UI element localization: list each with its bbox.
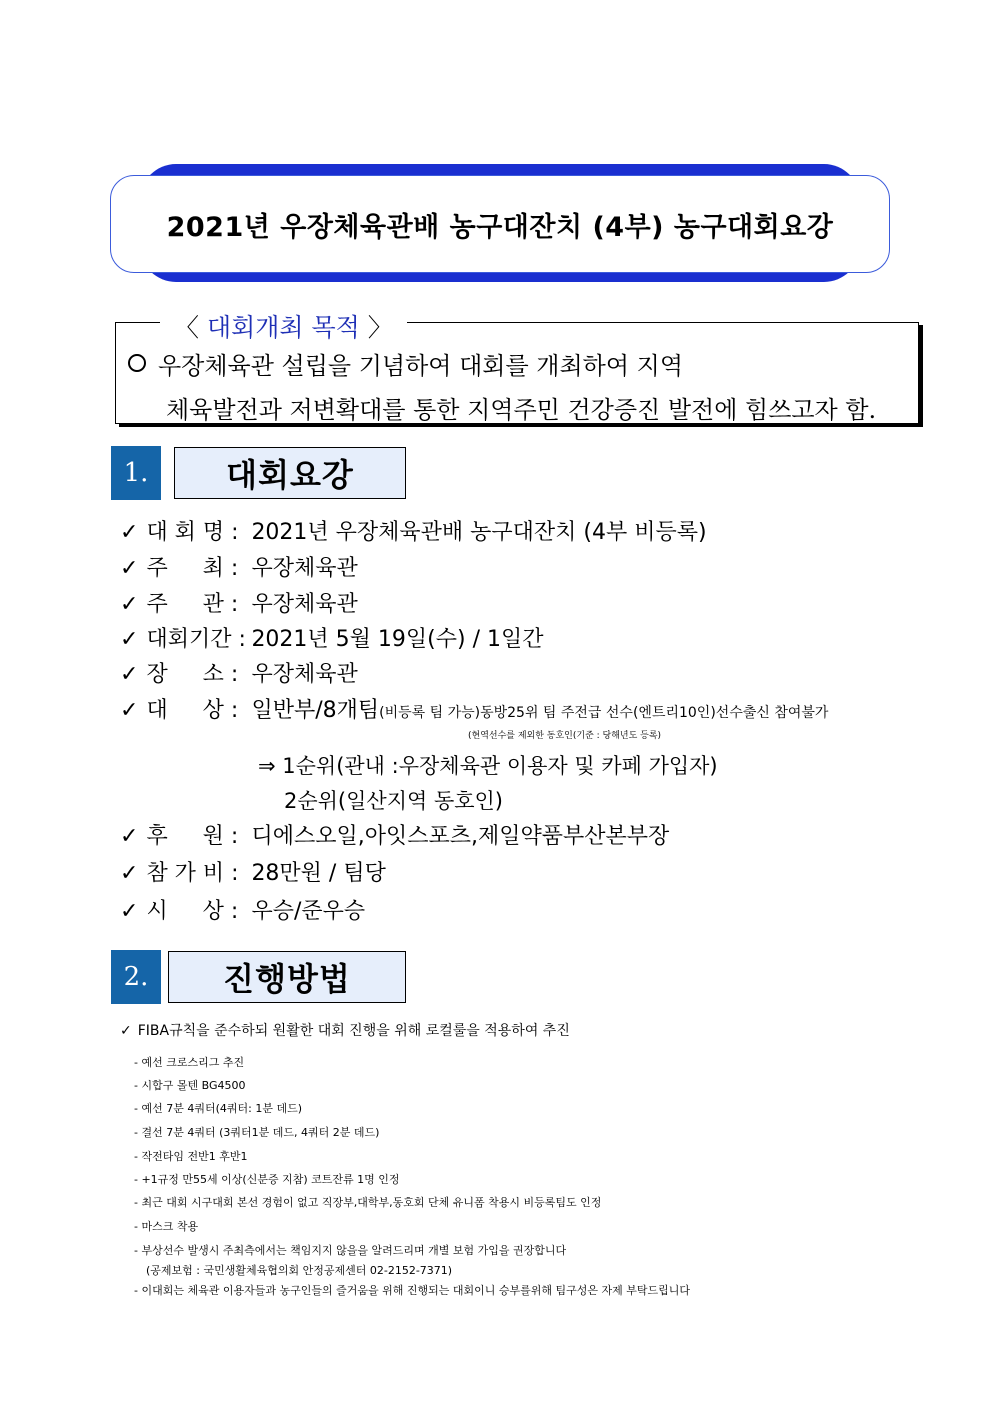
info-row-sponsor (120, 819, 669, 850)
check-icon: ✓ (120, 662, 139, 687)
page-title: 2021년 우장체육관배 농구대잔치 (4부) 농구대회요강 (166, 211, 834, 243)
check-icon: ✓ (120, 698, 139, 723)
priority-1: ⇒ 1순위(관내 :우장체육관 이용자 및 카페 가입자) (258, 754, 718, 778)
heading-open-bracket: 〈 (174, 313, 200, 342)
info-value: 2021년 5월 19일(수) / 1일간 (251, 627, 544, 652)
method-line: - 예선 7분 4쿼터(4쿼터: 1분 데드) (134, 1102, 302, 1115)
info-value: 28만원 / 팀당 (251, 861, 386, 886)
info-label: 대회기간 : (146, 627, 246, 652)
method-line: - 마스크 착용 (134, 1220, 199, 1233)
purpose-heading (160, 308, 407, 344)
info-row-fee (120, 856, 386, 887)
info-value: 일반부/8개팀 (251, 698, 380, 723)
info-row-award (120, 894, 365, 925)
info-value: 우장체육관 (251, 662, 358, 687)
priority-2: 2순위(일산지역 동호인) (284, 789, 503, 813)
purpose-heading-text: 대회개최 목적 (206, 313, 360, 342)
method-line: - 예선 크로스리그 추진 (134, 1056, 245, 1069)
info-label: 시 상 : (146, 899, 239, 924)
info-label: 대 상 : (146, 698, 239, 723)
check-icon: ✓ (120, 592, 139, 617)
check-icon: ✓ (120, 520, 139, 545)
info-value: 우장체육관 (251, 592, 358, 617)
purpose-text-1: 우장체육관 설립을 기념하여 대회를 개최하여 지역 (158, 352, 684, 380)
info-label: 참 가 비 : (146, 861, 239, 886)
check-icon: ✓ (120, 824, 139, 849)
insurance-note: (공제보험 : 국민생활체육협의회 안정공제센터 02-2152-7371) (146, 1264, 453, 1277)
section-1-number: 1. (111, 446, 161, 500)
info-value: 우장체육관 (251, 556, 358, 581)
method-intro-text: FIBA규칙을 준수하되 원활한 대회 진행을 위해 로컬룰을 적용하여 추진 (137, 1023, 570, 1039)
circle-bullet-icon (128, 354, 146, 372)
section-2-number: 2. (111, 950, 161, 1004)
check-icon: ✓ (120, 1023, 132, 1039)
purpose-line-2: 체육발전과 저변확대를 통한 지역주민 건강증진 발전에 힘쓰고자 함. (166, 396, 877, 424)
heading-close-bracket: 〉 (367, 313, 393, 342)
check-icon: ✓ (120, 627, 139, 652)
info-label: 장 소 : (146, 662, 239, 687)
check-icon: ✓ (120, 556, 139, 581)
target-note: (비등록 팀 가능)동방25위 팀 주전급 선수(엔트리10인)선수출신 참여불가 (379, 705, 829, 721)
purpose-line-1 (128, 346, 683, 381)
check-icon: ✓ (120, 899, 139, 924)
method-line: - +1규정 만55세 이상(신분증 지참) 코트잔류 1명 인정 (134, 1173, 400, 1186)
check-icon: ✓ (120, 861, 139, 886)
section-1-title: 대회요강 (174, 447, 406, 499)
info-row-period (120, 622, 543, 653)
method-line: - 결선 7분 4쿼터 (3쿼터1분 데드, 4쿼터 2분 데드) (134, 1126, 380, 1139)
info-label: 주 관 : (146, 592, 239, 617)
info-row-organizer (120, 587, 358, 618)
info-value: 우승/준우승 (251, 899, 366, 924)
info-label: 주 최 : (146, 556, 239, 581)
info-label: 대 회 명 : (146, 520, 239, 545)
info-value: 2021년 우장체육관배 농구대잔치 (4부 비등록) (251, 520, 707, 545)
section-2-title: 진행방법 (168, 951, 406, 1003)
info-row-name (120, 515, 707, 546)
method-line: - 시합구 몰텐 BG4500 (134, 1079, 246, 1092)
info-label: 후 원 : (146, 824, 239, 849)
info-value: 디에스오일,아잇스포츠,제일약품부산본부장 (251, 824, 670, 849)
info-row-host (120, 551, 358, 582)
info-row-venue (120, 657, 358, 688)
title-box (110, 175, 890, 273)
target-subnote: (현역선수를 제외한 동호인(기준 : 당해년도 등록) (468, 731, 662, 741)
method-line: - 부상선수 발생시 주최측에서는 책임지지 않을을 알려드리며 개별 보험 가입을 권장합니다 (134, 1244, 567, 1257)
method-intro (120, 1020, 570, 1040)
method-line: - 최근 대회 시구대회 본선 경험이 없고 직장부,대학부,동호회 단체 유니폼 착용시 비등록팀도 인정 (134, 1196, 602, 1209)
method-line: - 작전타임 전반1 후반1 (134, 1150, 248, 1163)
method-line: - 이대회는 체육관 이용자들과 농구인들의 즐거움을 위해 진행되는 대회이니 승부를위해 팀구성은 자제 부탁드립니다 (134, 1284, 690, 1297)
info-row-target (120, 693, 828, 724)
